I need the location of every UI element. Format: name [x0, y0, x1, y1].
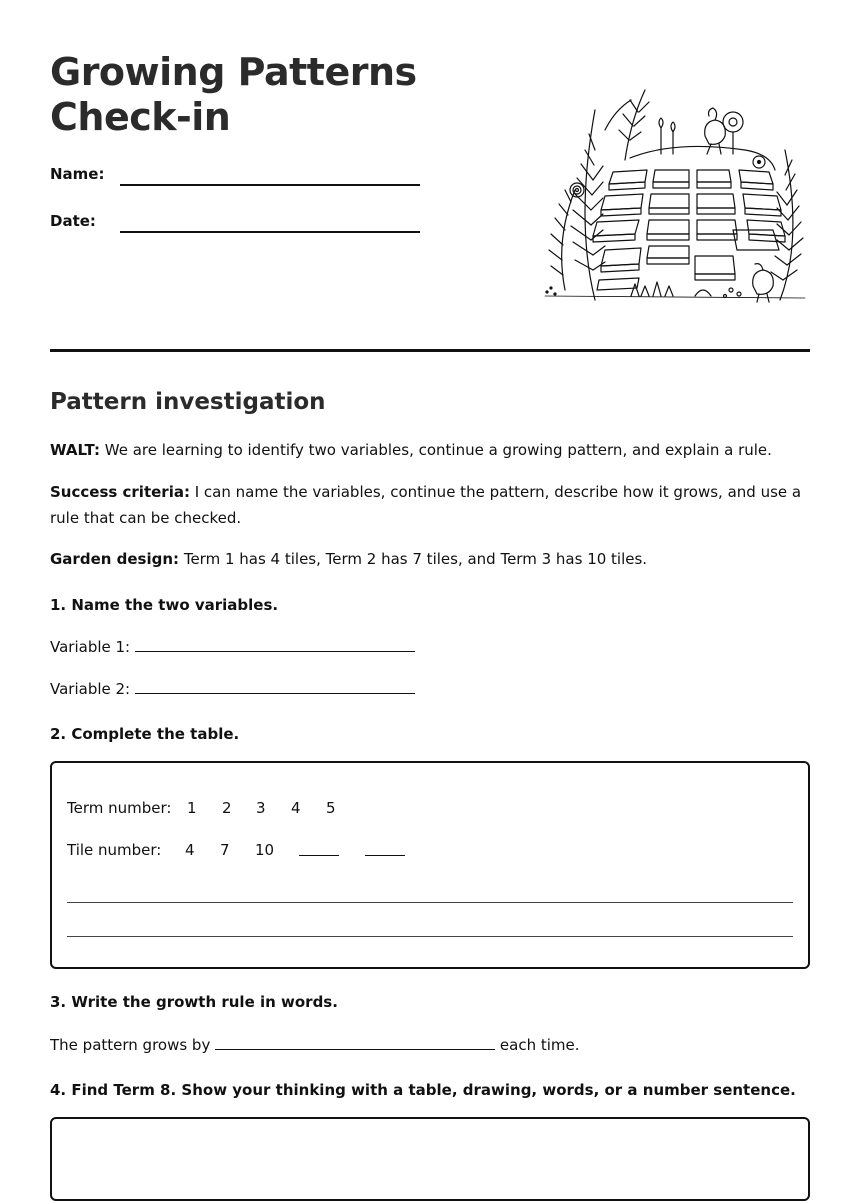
- section-title: Pattern investigation: [50, 389, 326, 415]
- term-number-label: Term number:: [67, 799, 172, 817]
- tile-4-blank[interactable]: [299, 841, 339, 856]
- success-criteria-paragraph: [50, 479, 810, 531]
- date-field[interactable]: [50, 212, 420, 236]
- variable-1-label: Variable 1:: [50, 638, 131, 656]
- name-field[interactable]: [50, 165, 420, 189]
- walt-paragraph: [50, 437, 810, 463]
- tile-cell: 10: [255, 841, 275, 859]
- question-1-prompt: 1. Name the two variables.: [50, 596, 279, 614]
- name-line[interactable]: [120, 184, 420, 186]
- growth-rule-suffix: each time.: [499, 1036, 580, 1054]
- variable-2-row: [50, 679, 415, 698]
- success-criteria-label: Success criteria:: [50, 483, 190, 501]
- working-line[interactable]: [67, 936, 793, 937]
- question-4-prompt: 4. Find Term 8. Show your thinking with a table, drawing, words, or a number sentence.: [50, 1081, 796, 1099]
- date-label: Date:: [50, 212, 96, 230]
- page-title: [50, 50, 417, 140]
- success-criteria-text: I can name the variables, continue the pattern, describe how it grows, and use a rule that can be checked.: [50, 483, 802, 527]
- table-answer-box: [50, 761, 810, 969]
- term-cell: 2: [222, 799, 232, 817]
- growth-rule-row: [50, 1035, 580, 1054]
- garden-design-label: Garden design:: [50, 550, 180, 568]
- working-line[interactable]: [67, 902, 793, 903]
- variable-2-label: Variable 2:: [50, 680, 131, 698]
- term-cell: 4: [291, 799, 301, 817]
- term-cell: 5: [326, 799, 336, 817]
- variable-2-blank[interactable]: [135, 679, 415, 694]
- tile-5-blank[interactable]: [365, 841, 405, 856]
- term-cell: 3: [256, 799, 266, 817]
- walt-text: We are learning to identify two variables, continue a growing pattern, and explain a rule.: [104, 441, 772, 459]
- growth-rule-blank[interactable]: [215, 1035, 495, 1050]
- title-line-1: Growing Patterns: [50, 50, 417, 94]
- name-label: Name:: [50, 165, 105, 183]
- title-line-2: Check-in: [50, 95, 231, 139]
- garden-design-text: Term 1 has 4 tiles, Term 2 has 7 tiles, and Term 3 has 10 tiles.: [183, 550, 648, 568]
- date-line[interactable]: [120, 231, 420, 233]
- question-2-prompt: 2. Complete the table.: [50, 725, 240, 743]
- garden-tiles-illustration-icon: [535, 70, 810, 310]
- garden-design-paragraph: [50, 546, 810, 572]
- walt-label: WALT:: [50, 441, 100, 459]
- tile-cell: 7: [220, 841, 230, 859]
- tile-cell: 4: [185, 841, 195, 859]
- header-divider: [50, 349, 810, 352]
- question-3-prompt: 3. Write the growth rule in words.: [50, 993, 338, 1011]
- term-8-answer-box[interactable]: [50, 1117, 810, 1201]
- term-cell: 1: [187, 799, 197, 817]
- variable-1-row: [50, 637, 415, 656]
- tile-number-label: Tile number:: [67, 841, 162, 859]
- growth-rule-prefix: The pattern grows by: [50, 1036, 211, 1054]
- variable-1-blank[interactable]: [135, 637, 415, 652]
